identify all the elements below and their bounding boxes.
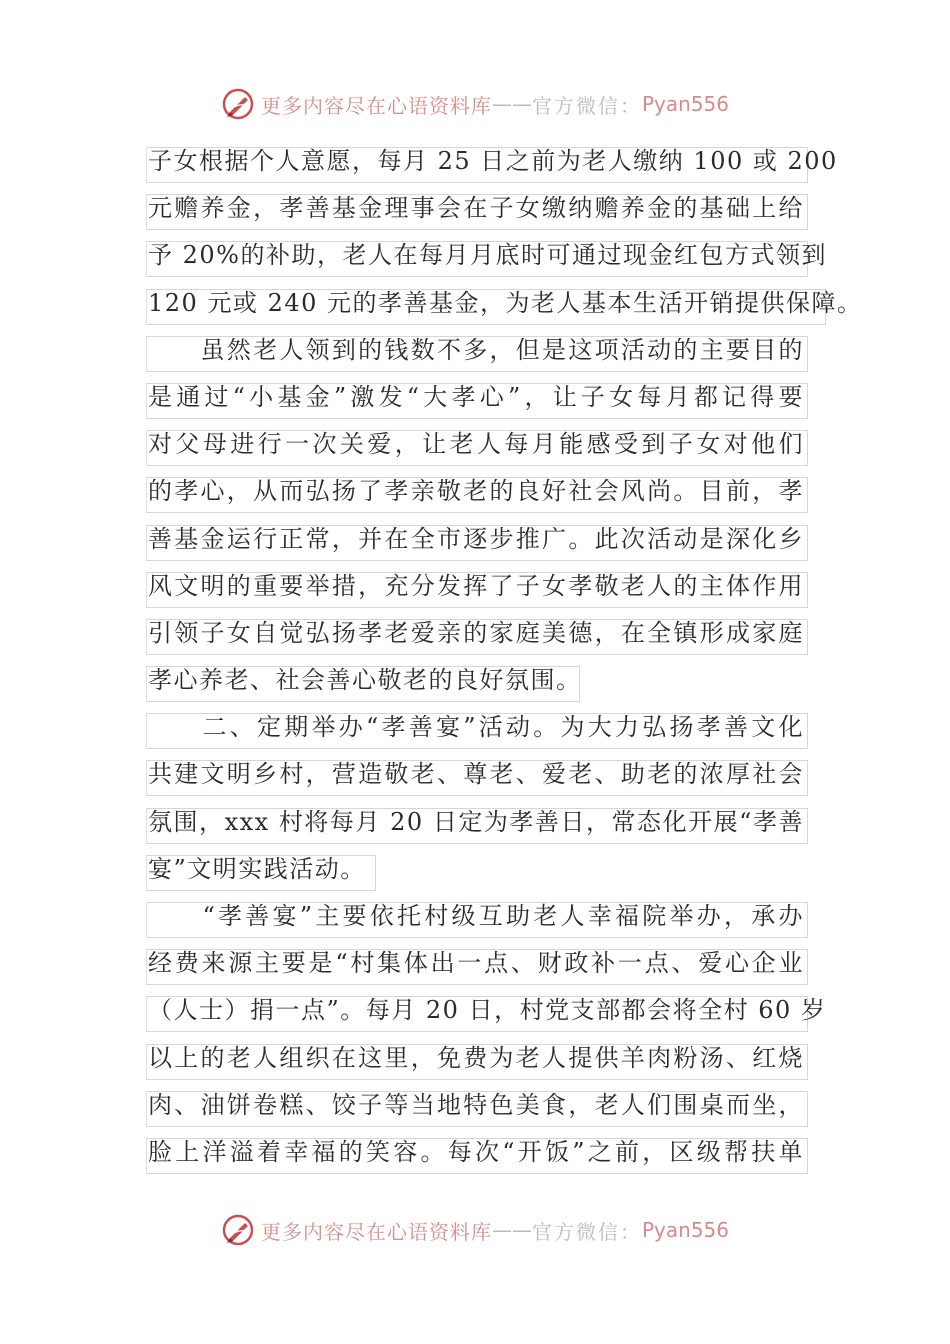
pen-logo-icon — [221, 1213, 255, 1247]
text-line: 引领子女自觉弘扬孝老爱亲的家庭美德，在全镇形成家庭 — [146, 610, 806, 657]
banner-wechat-id: Pyan556 — [641, 92, 729, 116]
pen-logo-icon — [221, 87, 255, 121]
banner-title: 更多内容尽在心语资料库 — [260, 93, 492, 118]
paragraph-end-line: 宴”文明实践活动。 — [146, 846, 806, 893]
banner-separator: —— — [491, 1218, 532, 1242]
banner-wechat-label: 官方微信： — [531, 1219, 642, 1244]
text-line: 脸上洋溢着幸福的笑容。每次“开饭”之前，区级帮扶单 — [146, 1129, 806, 1176]
text-line: 风文明的重要举措，充分发挥了子女孝敬老人的主体作用 — [146, 563, 806, 610]
banner-title: 更多内容尽在心语资料库 — [260, 1219, 492, 1244]
text-line: 经费来源主要是“村集体出一点、财政补一点、爱心企业 — [146, 940, 806, 987]
text-line: 氛围，xxx 村将每月 20 日定为孝善日，常态化开展“孝善 — [146, 799, 806, 846]
header-banner — [0, 84, 950, 124]
paragraph-start-line: 虽然老人领到的钱数不多，但是这项活动的主要目的 — [146, 327, 806, 374]
footer-banner — [0, 1210, 950, 1250]
text-line: 对父母进行一次关爱，让老人每月能感受到子女对他们 — [146, 421, 806, 468]
text-line: 善基金运行正常，并在全市逐步推广。此次活动是深化乡 — [146, 516, 806, 563]
paragraph-start-line: “孝善宴”主要依托村级互助老人幸福院举办，承办 — [146, 893, 806, 940]
text-line: 元赡养金，孝善基金理事会在子女缴纳赡养金的基础上给 — [146, 185, 806, 232]
banner-wechat-label: 官方微信： — [531, 93, 642, 118]
banner-separator: —— — [491, 92, 532, 116]
text-line: 以上的老人组织在这里，免费为老人提供羊肉粉汤、红烧 — [146, 1035, 806, 1082]
document-body — [146, 138, 863, 1176]
text-line: 的孝心，从而弘扬了孝亲敬老的良好社会风尚。目前，孝 — [146, 468, 806, 515]
text-line: 予 20%的补助，老人在每月月底时可通过现金红包方式领到 — [146, 232, 806, 279]
text-line: 共建文明乡村，营造敬老、尊老、爱老、助老的浓厚社会 — [146, 751, 806, 798]
paragraph-end-line: 孝心养老、社会善心敬老的良好氛围。 — [146, 657, 806, 704]
text-line: 是通过“小基金”激发“大孝心”，让子女每月都记得要 — [146, 374, 806, 421]
text-line: （人士）捐一点”。每月 20 日，村党支部都会将全村 60 岁 — [146, 987, 806, 1034]
banner-wechat-id: Pyan556 — [641, 1218, 729, 1242]
text-line: 子女根据个人意愿，每月 25 日之前为老人缴纳 100 或 200 — [146, 138, 806, 185]
paragraph-start-line: 二、定期举办“孝善宴”活动。为大力弘扬孝善文化 — [146, 704, 806, 751]
text-line: 120 元或 240 元的孝善基金，为老人基本生活开销提供保障。 — [146, 280, 806, 327]
text-line: 肉、油饼卷糕、饺子等当地特色美食，老人们围桌而坐， — [146, 1082, 806, 1129]
